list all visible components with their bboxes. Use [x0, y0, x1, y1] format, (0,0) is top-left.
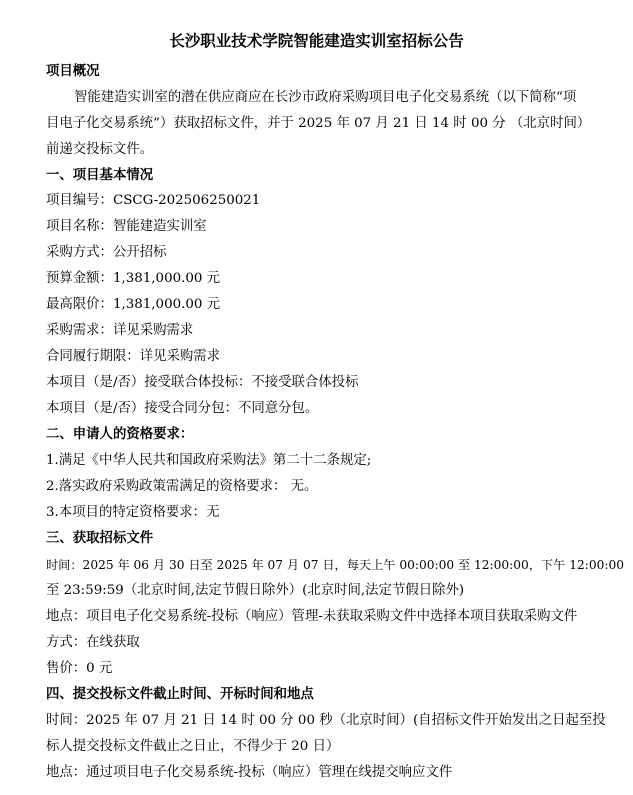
obtain-price: 售价：0 元 — [46, 661, 113, 676]
section4-heading: 四、提交投标文件截止时间、开标时间和地点 — [46, 687, 314, 702]
contract-subcontract: 本项目（是/否）接受合同分包：不同意分包。 — [46, 401, 319, 416]
document-title: 长沙职业技术学院智能建造实训室招标公告 — [169, 32, 464, 50]
qualification-2: 2.落实政府采购政策需满足的资格要求： 无。 — [46, 479, 318, 494]
procurement-demand: 采购需求：详见采购需求 — [46, 323, 194, 338]
project-number: 项目编号：CSCG-202506250021 — [46, 193, 261, 208]
deadline-time-line-1: 时间：2025 年 07 月 21 日 14 时 00 分 00 秒（北京时间）(自招标文件开始发出之日起至投 — [46, 713, 606, 728]
section1-heading: 一、项目基本情况 — [46, 168, 154, 183]
qualification-1: 1.满足《中华人民共和国政府采购法》第二十二条规定; — [46, 453, 372, 468]
max-price: 最高限价：1,381,000.00 元 — [46, 297, 221, 312]
submission-location: 地点：通过项目电子化交易系统-投标（响应）管理在线提交响应文件 — [46, 765, 453, 780]
procurement-method: 采购方式：公开招标 — [46, 245, 167, 260]
section2-heading: 二、申请人的资格要求： — [46, 427, 194, 442]
obtain-location: 地点：项目电子化交易系统-投标（响应）管理-未获取采购文件中选择本项目获取采购文件 — [46, 609, 578, 624]
overview-line-1: 智能建造实训室的潜在供应商应在长沙市政府采购项目电子化交易系统（以下简称“项 — [74, 90, 577, 105]
obtain-time-line-1: 时间：2025 年 06 月 30 日至 2025 年 07 月 07 日，每天上午 00:00:00 至 12:00:00，下午 12:00:00 — [46, 558, 624, 572]
overview-line-2: 目电子化交易系统”）获取招标文件，并于 2025 年 07 月 21 日 14 时 00 分 （北京时间） — [46, 116, 591, 131]
obtain-method: 方式：在线获取 — [46, 635, 140, 650]
contract-period: 合同履行期限：详见采购需求 — [46, 349, 221, 364]
overview-line-3: 前递交投标文件。 — [46, 142, 154, 157]
budget-amount: 预算金额：1,381,000.00 元 — [46, 271, 221, 286]
overview-heading: 项目概况 — [46, 64, 100, 79]
project-name: 项目名称：智能建造实训室 — [46, 219, 207, 234]
section3-heading: 三、获取招标文件 — [46, 531, 154, 546]
obtain-time-line-2: 至 23:59:59（北京时间,法定节假日除外）(北京时间,法定节假日除外) — [46, 583, 465, 598]
deadline-time-line-2: 标人提交投标文件截止之日止，不得少于 20 日） — [46, 739, 340, 754]
consortium-bidding: 本项目（是/否）接受联合体投标：不接受联合体投标 — [46, 375, 359, 390]
qualification-3: 3.本项目的特定资格要求：无 — [46, 505, 220, 520]
